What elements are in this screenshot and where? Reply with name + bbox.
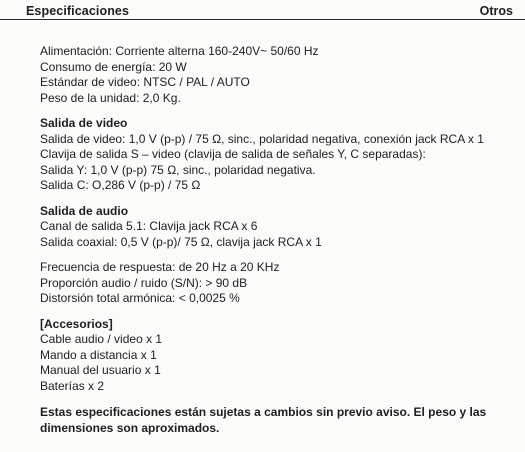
spec-line-video-standard: Estándar de video: NTSC / PAL / AUTO — [40, 75, 250, 89]
spec-line-distortion: Distorsión total armónica: < 0,0025 % — [40, 291, 240, 305]
disclaimer-note: Estas especificaciones están sujetas a cambios sin previo aviso. El peso y las dimensiones son aproximados. — [40, 405, 487, 435]
spec-line-s-video: Clavija de salida S – video (clavija de salida de señales Y, C separadas): — [40, 147, 426, 161]
section-title-accessories: [Accesorios] — [40, 316, 113, 331]
accessories-list — [40, 332, 515, 394]
video-specs — [40, 132, 515, 194]
spec-line-consumption: Consumo de energía: 20 W — [40, 59, 187, 74]
header-section: Otros — [479, 4, 513, 18]
spec-line-channel: Canal de salida 5.1: Clavija jack RCA x 6 — [40, 219, 258, 233]
accessory-item: Mando a distancia x 1 — [40, 347, 157, 362]
spec-line-coaxial: Salida coaxial: 0,5 V (p-p)/ 75 Ω, clavija jack RCA x 1 — [40, 234, 322, 249]
audio-specs — [40, 219, 515, 250]
section-title-video: Salida de video — [40, 116, 128, 130]
spec-line-snr: Proporción audio / ruido (S/N): > 90 dB — [40, 275, 248, 290]
spec-line-frequency: Frecuencia de respuesta: de 20 Hz a 20 KHz — [40, 260, 280, 274]
header-title: Especificaciones — [26, 4, 130, 18]
spec-line-video-output: Salida de video: 1,0 V (p-p) / 75 Ω, sinc., polaridad negativa, conexión jack RCA x 1 — [40, 131, 484, 146]
section-title-audio: Salida de audio — [40, 203, 129, 218]
accessory-item: Manual del usuario x 1 — [40, 363, 161, 377]
page-header — [0, 0, 525, 20]
spec-line-c-output: Salida C: O,286 V (p-p) / 75 Ω — [40, 178, 201, 192]
spec-line-y-output: Salida Y: 1,0 V (p-p) 75 Ω, sinc., polaridad negativa. — [40, 162, 316, 177]
spec-content — [40, 44, 515, 436]
spec-line-power: Alimentación: Corriente alterna 160-240V~ 50/60 Hz — [40, 44, 319, 58]
accessory-item: Baterías x 2 — [40, 378, 105, 393]
performance-specs — [40, 260, 515, 307]
general-specs — [40, 44, 515, 106]
spacer — [40, 250, 515, 260]
accessory-item: Cable audio / video x 1 — [40, 332, 163, 346]
spec-line-weight: Peso de la unidad: 2,0 Kg. — [40, 90, 181, 105]
